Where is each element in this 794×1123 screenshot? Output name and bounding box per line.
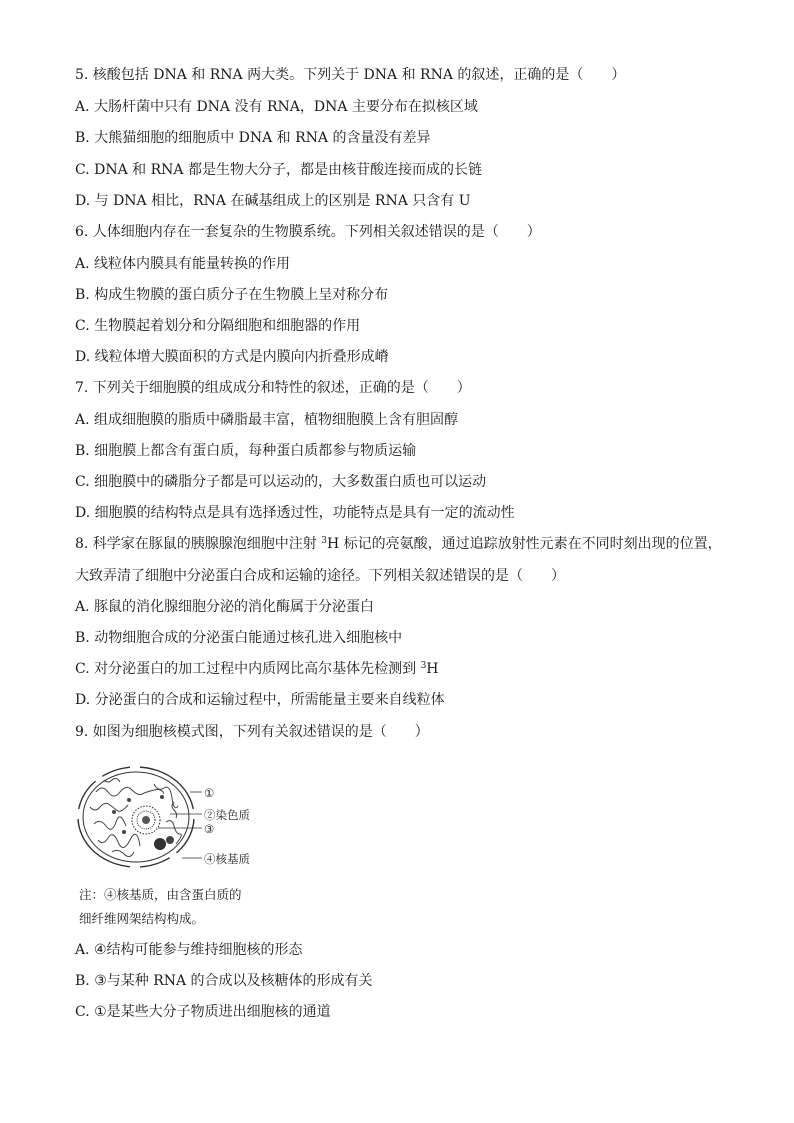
figure-note-line2: 细纤维网架结构构成。: [79, 911, 205, 926]
q8-option-c-element: H: [426, 661, 439, 677]
q5-option-d: D. 与 DNA 相比，RNA 在碱基组成上的区别是 RNA 只含有 U: [75, 193, 471, 209]
q8-isotope-mass-number: 3: [321, 536, 327, 546]
q8-option-b: B. 动物细胞合成的分泌蛋白能通过核孔进入细胞核中: [75, 630, 403, 646]
q6-option-c: C. 生物膜起着划分和分隔细胞和细胞器的作用: [75, 318, 361, 334]
q7-option-d: D. 细胞膜的结构特点是具有选择透过性，功能特点是具有一定的流动性: [75, 505, 515, 521]
q5-stem: 5. 核酸包括 DNA 和 RNA 两大类。下列关于 DNA 和 RNA 的叙述，正确的是（ ）: [75, 67, 626, 83]
leader-lines: [158, 792, 202, 858]
figure-note-line1: 注：④核基质，由含蛋白质的: [79, 887, 242, 902]
figure-label-3: ③: [204, 822, 215, 836]
q6-option-d: D. 线粒体增大膜面积的方式是内膜向内折叠形成嵴: [75, 349, 389, 365]
q8-option-d: D. 分泌蛋白的合成和运输过程中，所需能量主要来自线粒体: [75, 692, 445, 708]
q8-stem-line2: 大致弄清了细胞中分泌蛋白合成和运输的途径。下列相关叙述错误的是（ ）: [75, 568, 565, 584]
q9-option-c: C. ①是某些大分子物质进出细胞核的通道: [75, 1004, 331, 1020]
q8-option-c: [75, 660, 439, 678]
q8-option-c-text: C. 对分泌蛋白的加工过程中内质网比高尔基体先检测到: [75, 661, 421, 677]
q7-option-c: C. 细胞膜中的磷脂分子都是可以运动的，大多数蛋白质也可以运动: [75, 474, 487, 490]
q8-option-c-isotope: 3: [420, 661, 427, 671]
q8-stem-line1: [75, 535, 722, 553]
q6-option-a: A. 线粒体内膜具有能量转换的作用: [75, 256, 291, 272]
q8-stem-text-b: H 标记的亮氨酸，通过追踪放射性元素在不同时刻出现的位置，: [327, 536, 722, 552]
q7-stem: 7. 下列关于细胞膜的组成成分和特性的叙述，正确的是（ ）: [75, 380, 471, 396]
q7-option-b: B. 细胞膜上都含有蛋白质，每种蛋白质都参与物质运输: [75, 443, 417, 459]
figure-label-2: ②染色质: [204, 808, 250, 822]
nucleus-drawing: [75, 764, 197, 869]
q5-option-a: A. 大肠杆菌中只有 DNA 没有 RNA，DNA 主要分布在拟核区域: [75, 99, 478, 115]
q5-option-c: C. DNA 和 RNA 都是生物大分子，都是由核苷酸连接而成的长链: [75, 162, 482, 178]
q7-option-a: A. 组成细胞膜的脂质中磷脂最丰富，植物细胞膜上含有胆固醇: [75, 412, 459, 428]
q5-option-b: B. 大熊猫细胞的细胞质中 DNA 和 RNA 的含量没有差异: [75, 130, 431, 146]
q8-stem-text-a: 8. 科学家在豚鼠的胰腺腺泡细胞中注射: [75, 536, 322, 552]
figure-label-4: ④核基质: [204, 852, 250, 866]
figure-label-1: ①: [204, 786, 215, 800]
nucleus-diagram: [74, 762, 274, 872]
q6-option-b: B. 构成生物膜的蛋白质分子在生物膜上呈对称分布: [75, 287, 389, 303]
q9-option-b: B. ③与某种 RNA 的合成以及核糖体的形成有关: [75, 973, 373, 989]
q9-option-a: A. ④结构可能参与维持细胞核的形态: [75, 942, 303, 958]
q9-stem: 9. 如图为细胞核模式图，下列有关叙述错误的是（ ）: [75, 724, 429, 740]
q6-stem: 6. 人体细胞内存在一套复杂的生物膜系统。下列相关叙述错误的是（ ）: [75, 224, 541, 240]
q8-option-a: A. 豚鼠的消化腺细胞分泌的消化酶属于分泌蛋白: [75, 599, 375, 615]
